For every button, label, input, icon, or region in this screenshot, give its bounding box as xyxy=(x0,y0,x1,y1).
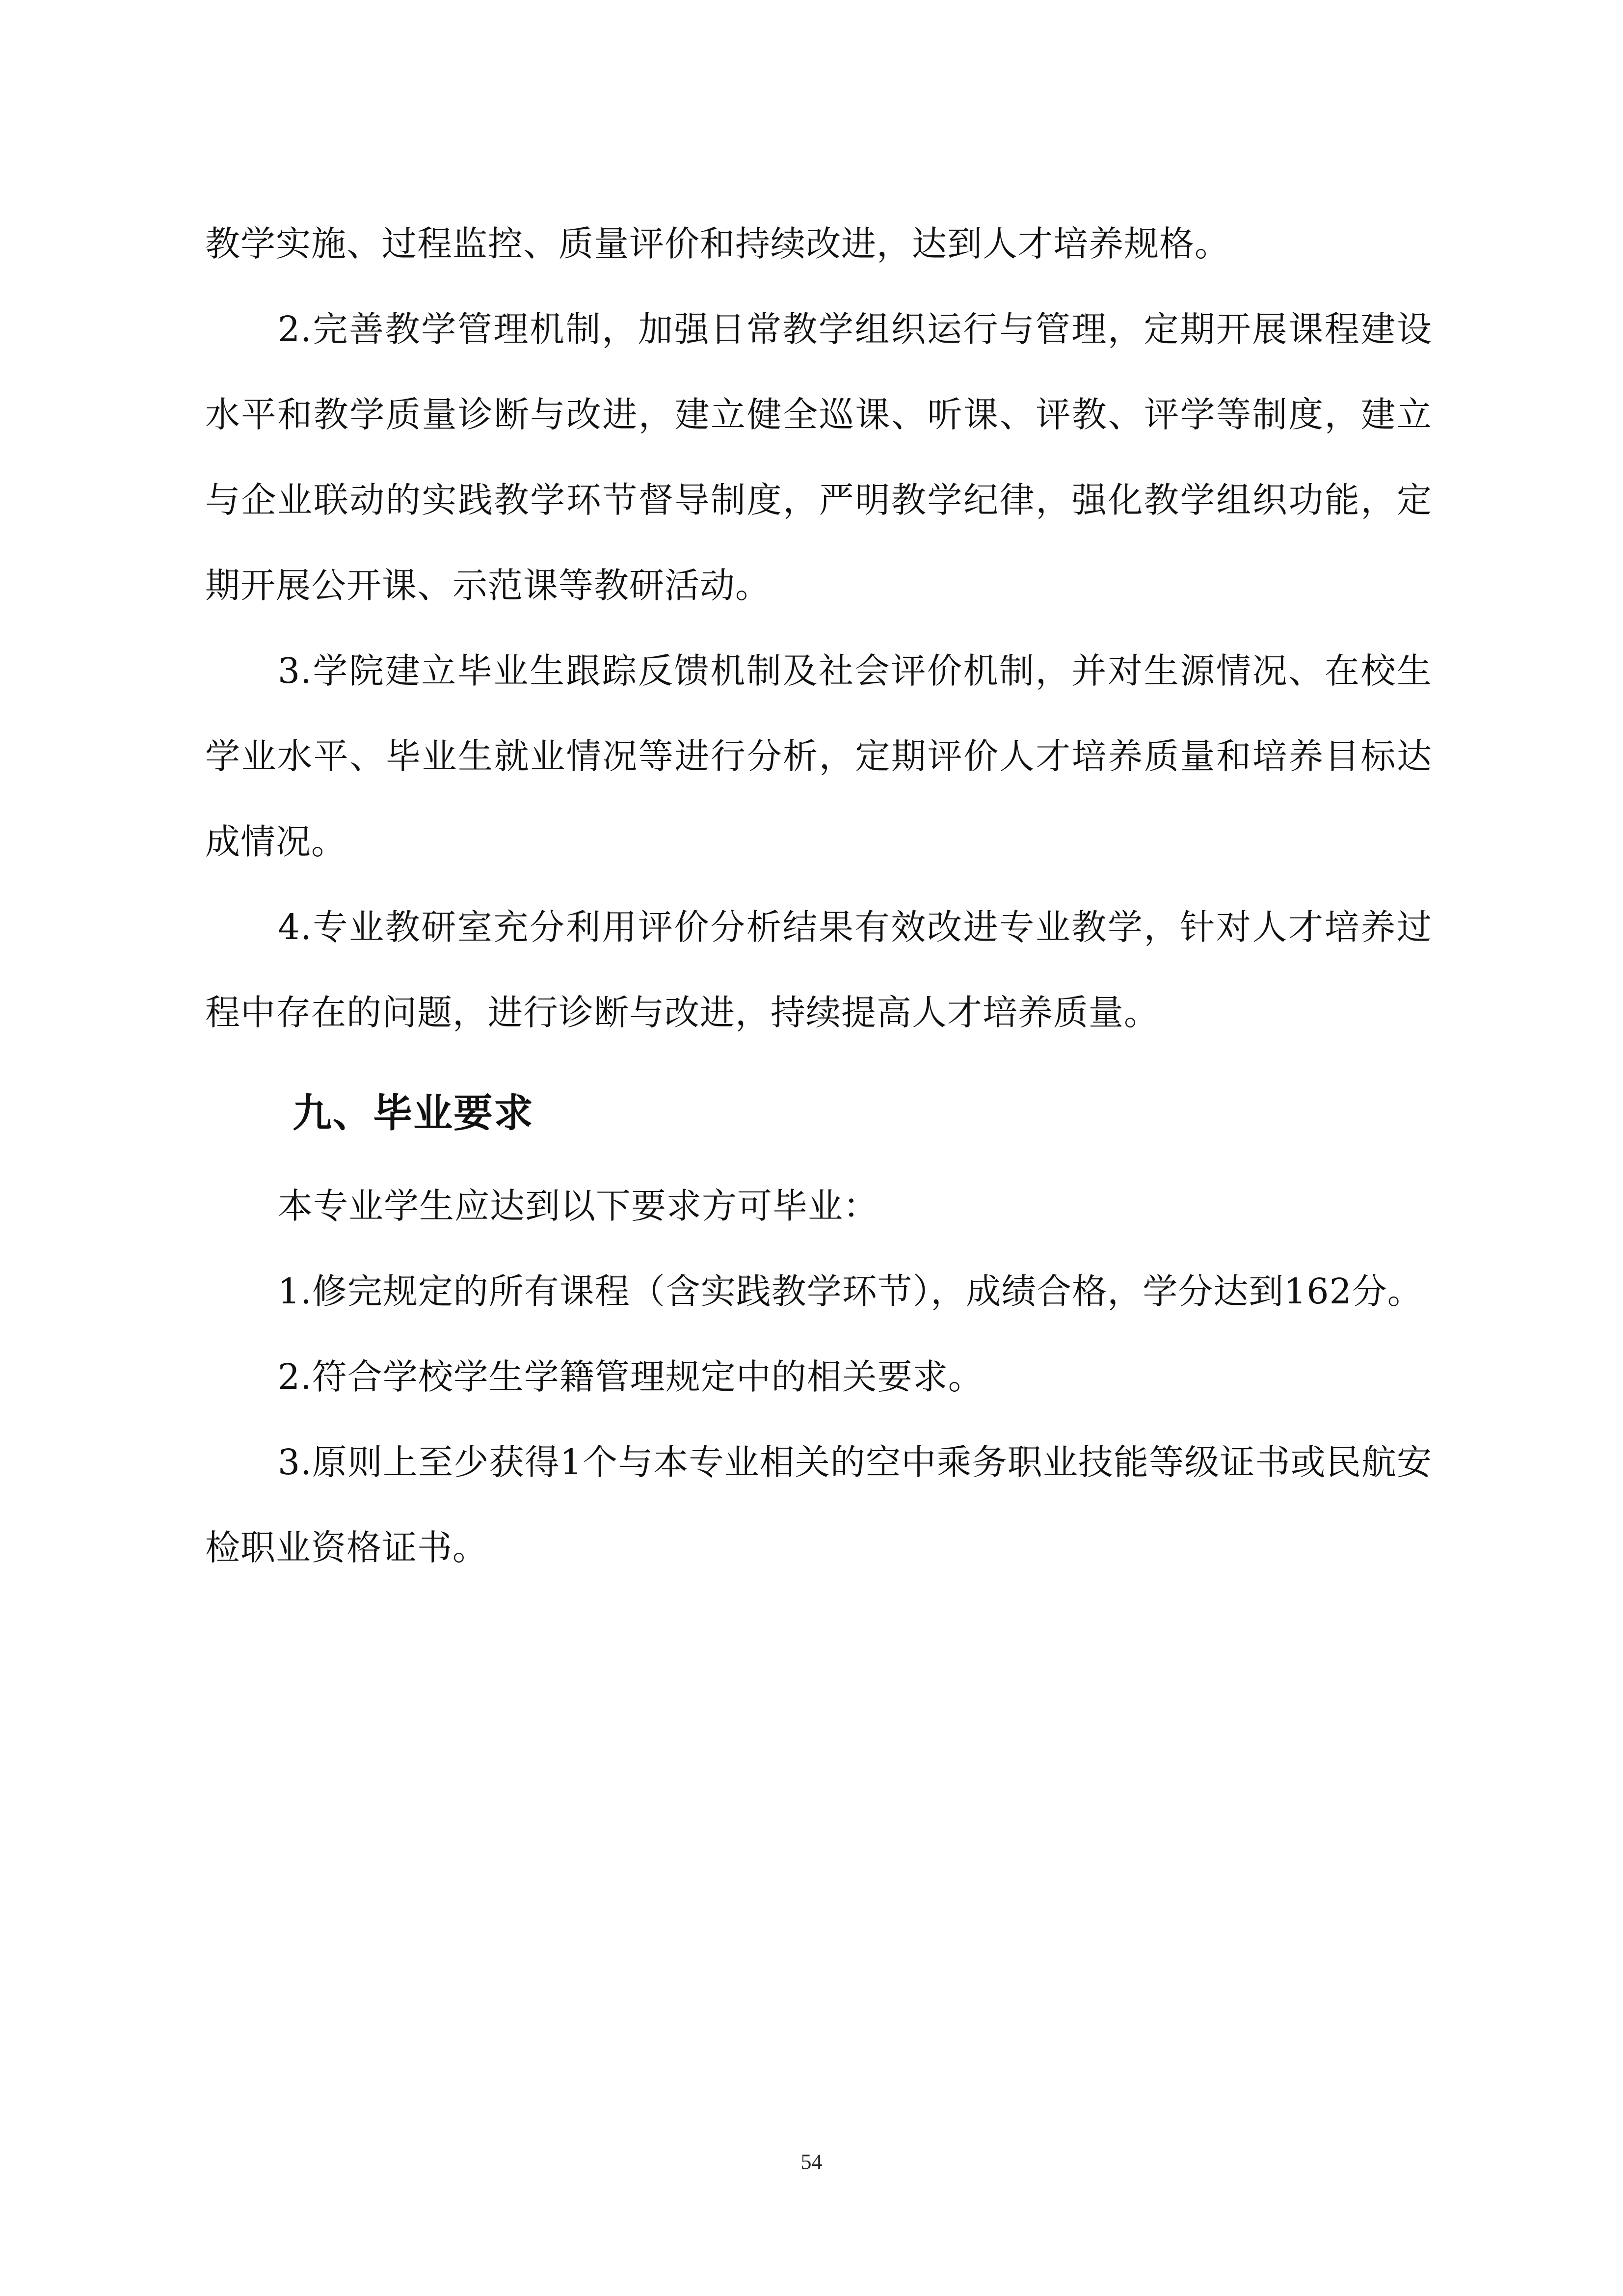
requirement-item-2: 2.符合学校学生学籍管理规定中的相关要求。 xyxy=(278,1356,984,1397)
section-heading: 九、毕业要求 xyxy=(293,1090,534,1136)
page-content xyxy=(205,201,1432,1591)
paragraph-item-4: 4.专业教研室充分利用评价分析结果有效改进专业教学，针对人才培养过程中存在的问题，进行诊断与改进，持续提高人才培养质量。 xyxy=(205,907,1432,1033)
requirement-item-1: 1.修完规定的所有课程（含实践教学环节），成绩合格，学分达到162分。 xyxy=(278,1271,1423,1312)
requirement-item-3: 3.原则上至少获得1个与本专业相关的空中乘务职业技能等级证书或民航安检职业资格证书。 xyxy=(205,1442,1432,1568)
paragraph-item-2: 2.完善教学管理机制，加强日常教学组织运行与管理，定期开展课程建设水平和教学质量诊断与改进，建立健全巡课、听课、评教、评学等制度，建立与企业联动的实践教学环节督导制度，严明教学纪律，强化教学组织功能，定期开展公开课、示范课等教研活动。 xyxy=(205,309,1432,606)
paragraph-intro: 本专业学生应达到以下要求方可毕业： xyxy=(278,1186,879,1226)
paragraph-continuation: 教学实施、过程监控、质量评价和持续改进，达到人才培养规格。 xyxy=(205,223,1230,264)
paragraph-item-3: 3.学院建立毕业生跟踪反馈机制及社会评价机制，并对生源情况、在校生学业水平、毕业生就业情况等进行分析，定期评价人才培养质量和培养目标达成情况。 xyxy=(205,650,1432,862)
page-number: 54 xyxy=(800,2150,823,2174)
